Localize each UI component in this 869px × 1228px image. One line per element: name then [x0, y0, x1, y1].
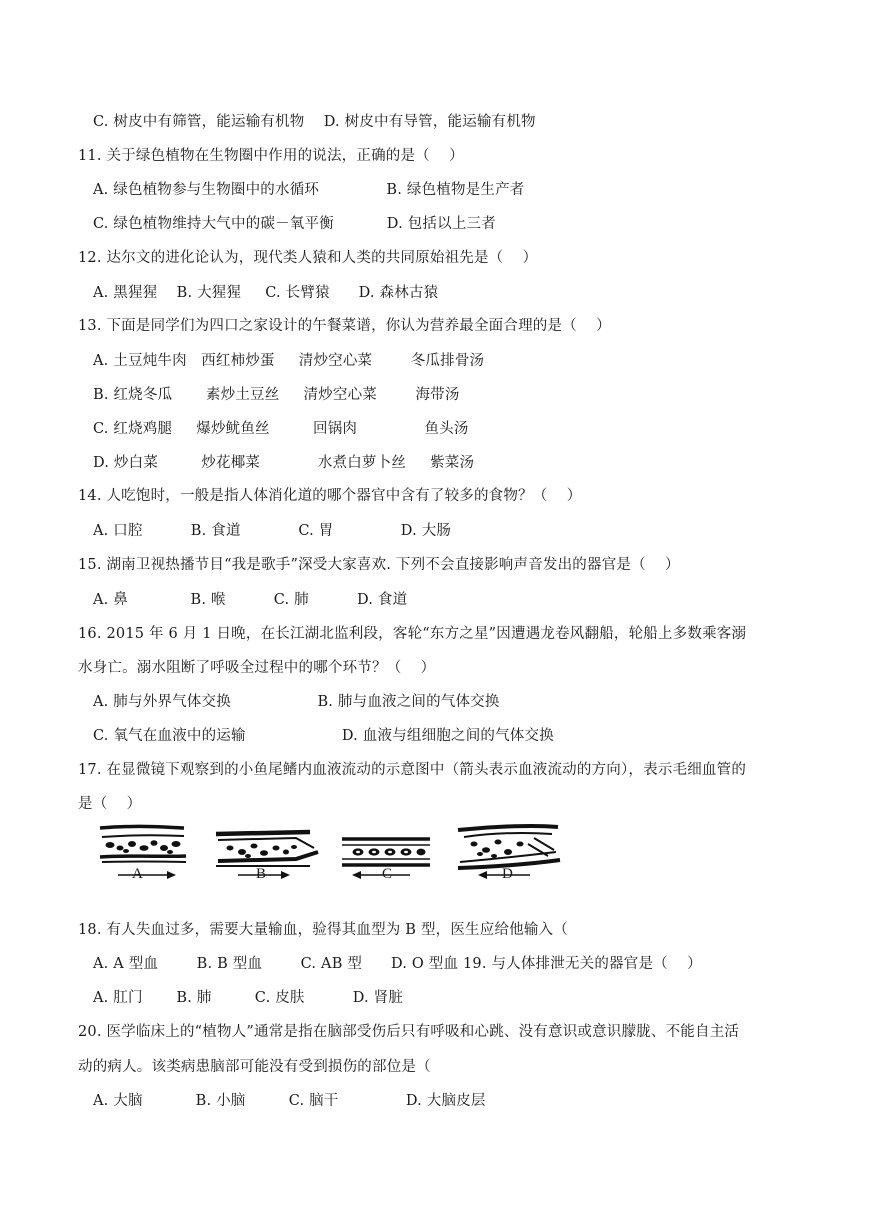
- figure-label-c: C: [382, 866, 393, 882]
- question-16-stem-line1: 16. 2015 年 6 月 1 日晚，在长江湖北监利段，客轮“东方之星”因遭遇龙卷风翻船，轮船上多数乘客溺: [78, 626, 747, 642]
- question-10-options-cd: C. 树皮中有筛管，能运输有机物 D. 树皮中有导管，能运输有机物: [93, 114, 536, 130]
- question-16-options-cd: C. 氧气在血液中的运输 D. 血液与组细胞之间的气体交换: [93, 728, 554, 744]
- question-11-stem: 11. 关于绿色植物在生物圈中作用的说法，正确的是（ ）: [78, 148, 464, 164]
- figure-label-d: D: [502, 866, 513, 882]
- figure-label-b: B: [256, 866, 267, 882]
- question-20-stem-line2: 动的病人。该类病患脑部可能没有受到损伤的部位是（: [78, 1059, 431, 1075]
- question-13-option-d: D. 炒白菜 炒花椰菜 水煮白萝卜丝 紫菜汤: [93, 455, 475, 471]
- question-14-options: A. 口腔 B. 食道 C. 胃 D. 大肠: [93, 523, 452, 539]
- question-20-stem-line1: 20. 医学临床上的“植物人”通常是指在脑部受伤后只有呼吸和心跳、没有意识或意识朦胧、不能自主活: [78, 1024, 740, 1040]
- figure-label-a: A: [132, 866, 143, 882]
- question-11-options-ab: A. 绿色植物参与生物圈中的水循环 B. 绿色植物是生产者: [93, 182, 525, 198]
- question-13-option-a: A. 土豆炖牛肉 西红柿炒蛋 清炒空心菜 冬瓜排骨汤: [93, 353, 485, 369]
- question-17-stem-line1: 17. 在显微镜下观察到的小鱼尾鳍内血液流动的示意图中（箭头表示血液流动的方向），表示毛细血管的: [78, 762, 747, 778]
- vessel-panel-a: [100, 826, 186, 879]
- question-17-stem-line2: 是（ ）: [78, 796, 142, 812]
- blood-vessel-diagram: [96, 822, 566, 884]
- question-13-option-c: C. 红烧鸡腿 爆炒鱿鱼丝 回锅肉 鱼头汤: [93, 421, 469, 437]
- question-15-stem: 15. 湖南卫视热播节目“我是歌手”深受大家喜欢. 下列不会直接影响声音发出的器官是（ ）: [78, 557, 680, 573]
- question-11-options-cd: C. 绿色植物维持大气中的碳－氧平衡 D. 包括以上三者: [93, 216, 496, 232]
- question-20-options: A. 大脑 B. 小脑 C. 脑干 D. 大脑皮层: [93, 1093, 486, 1109]
- question-18-stem: 18. 有人失血过多，需要大量输血，验得其血型为 B 型，医生应给他输入（: [78, 922, 568, 938]
- blood-vessel-figure: [96, 822, 566, 884]
- question-16-stem-line2: 水身亡。溺水阻断了呼吸全过程中的哪个环节？（ ）: [78, 660, 436, 676]
- question-12-options: A. 黑猩猩 B. 大猩猩 C. 长臂猿 D. 森林古猿: [93, 285, 439, 301]
- question-13-stem: 13. 下面是同学们为四口之家设计的午餐菜谱，你认为营养最全面合理的是（ ）: [78, 318, 611, 334]
- question-14-stem: 14. 人吃饱时，一般是指人体消化道的哪个器官中含有了较多的食物？（ ）: [78, 488, 582, 504]
- question-16-options-ab: A. 肺与外界气体交换 B. 肺与血液之间的气体交换: [93, 694, 500, 710]
- question-12-stem: 12. 达尔文的进化论认为，现代类人猿和人类的共同原始祖先是（ ）: [78, 250, 538, 266]
- question-15-options: A. 鼻 B. 喉 C. 肺 D. 食道: [93, 592, 408, 608]
- question-19-options: A. 肛门 B. 肺 C. 皮肤 D. 肾脏: [93, 990, 404, 1006]
- vessel-panel-b: [216, 832, 318, 879]
- question-18-options-and-19-stem: A. A 型血 B. B 型血 C. AB 型 D. O 型血 19. 与人体排泄无关的器官是（ ）: [93, 956, 702, 972]
- question-13-option-b: B. 红烧冬瓜 素炒土豆丝 清炒空心菜 海带汤: [93, 387, 460, 403]
